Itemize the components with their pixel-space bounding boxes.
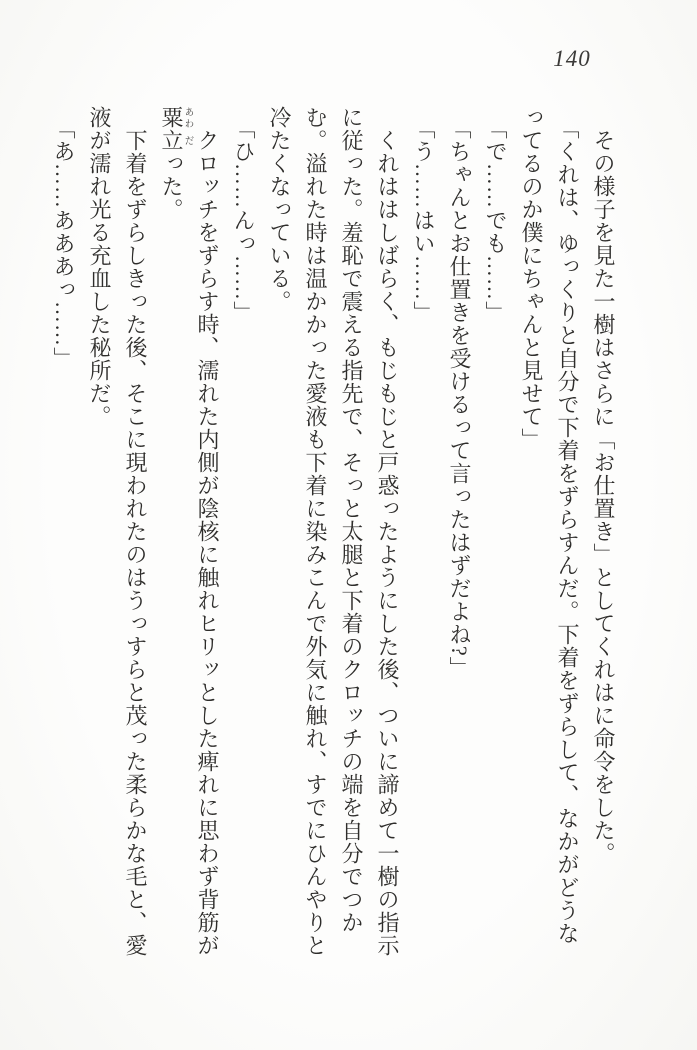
paragraph: 下着をずらしきった後、そこに現われたのはうっすらと茂った柔らかな毛と、愛液が濡れ光る充血した秘所だ。: [87, 106, 148, 957]
paragraph: 「ひ……んっ……」: [231, 117, 256, 324]
paragraph: 「あ……あああっ……」: [51, 117, 76, 370]
text-block: [25, 106, 621, 958]
paragraph: 「う……はい……」: [411, 117, 436, 324]
paragraph: くれははしばらく、もじもじと戸惑ったようにした後、ついに諦めて一樹の指示に従った。羞恥で震える指先で、そっと太腿と下着のクロッチの端を自分でつかむ。溢れた時は温かかった愛液も下着に染みこんで外気に触れ、すでにひんやりと冷たくなっている。: [267, 106, 400, 957]
ruby-annotated-text: 立だ: [159, 129, 193, 152]
paragraph: その様子を見た一樹はさらに「お仕置き」としてくれはに命令をした。: [591, 129, 616, 865]
paragraph: 「で……でも……」: [483, 117, 508, 324]
page-number: 140: [553, 46, 591, 71]
paragraph: 「くれは、ゆっくりと自分で下着をずらすんだ。下着をずらして、なかがどうなってるのか僕にちゃんと見せて」: [519, 106, 580, 945]
ruby-annotated-text: 粟あわ: [159, 106, 193, 129]
paragraph: 「ちゃんとお仕置きを受けるって言ったはずだよね?」: [447, 117, 472, 680]
paragraph: クロッチをずらす時、濡れた内側が陰核に触れヒリッとした痺れに思わず背筋が粟あわ立だった。: [159, 106, 220, 957]
